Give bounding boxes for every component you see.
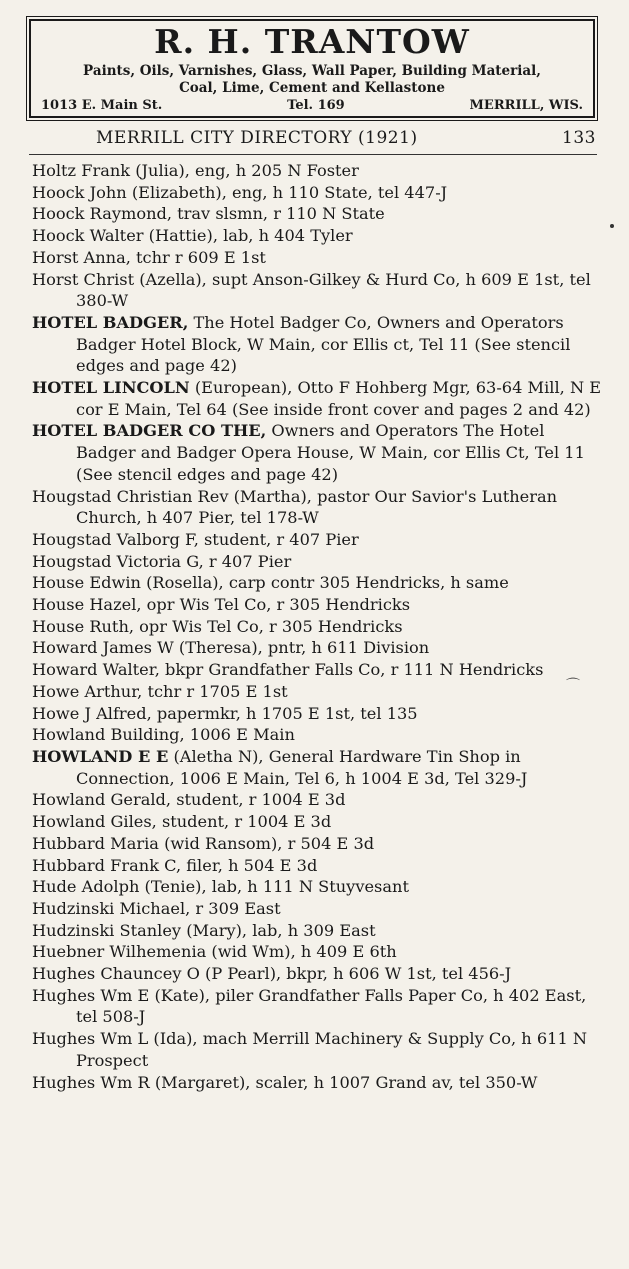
header-rule [29, 154, 597, 155]
entry-text: Hougstad Christian Rev (Martha), pastor Our Savior's Lutheran Church, h 407 Pier, tel 178-W [32, 486, 558, 528]
entry-text: House Hazel, opr Wis Tel Co, r 305 Hendricks [32, 595, 411, 615]
page-number: 133 [562, 128, 596, 148]
entry-text: (Aletha N), General Hardware Tin Shop in Connection, 1006 E Main, Tel 6, h 1004 E 3d, Tel 329-J [76, 746, 528, 788]
entry-name: HOTEL BADGER, [32, 312, 189, 332]
entry-text: Hughes Wm R (Margaret), scaler, h 1007 Grand av, tel 350-W [32, 1072, 538, 1092]
ink-speck [610, 224, 614, 228]
entry-text: Howland Building, 1006 E Main [32, 725, 295, 745]
entry-text: Howard Walter, bkpr Grandfather Falls Co, r 111 N Hendricks [32, 660, 544, 680]
entry-text: Howard James W (Theresa), pntr, h 611 Division [32, 638, 430, 658]
entry-text: Hoock Walter (Hattie), lab, h 404 Tyler [32, 226, 353, 246]
entry-text: House Ruth, opr Wis Tel Co, r 305 Hendricks [32, 616, 403, 636]
entry-text: Hubbard Frank C, filer, h 504 E 3d [32, 855, 318, 875]
directory-entry [32, 551, 602, 573]
entry-text: Hougstad Valborg F, student, r 407 Pier [32, 529, 359, 549]
ad-products-line-1: Paints, Oils, Varnishes, Glass, Wall Paper, Building Material, [83, 63, 541, 79]
entry-text: Hubbard Maria (wid Ransom), r 504 E 3d [32, 833, 375, 853]
directory-entry [32, 225, 602, 247]
ad-city: MERRILL, WIS. [469, 98, 583, 113]
entry-name: HOWLAND E E [32, 746, 169, 766]
ad-contact-row [41, 98, 583, 113]
entry-text: Owners and Operators The Hotel Badger and Badger Opera House, W Main, cor Ellis Ct, Tel 11 (See stencil edges and page 42) [76, 421, 585, 484]
directory-entries [32, 160, 602, 1093]
directory-entry [32, 876, 602, 898]
directory-entry [32, 1072, 602, 1094]
directory-entry [32, 963, 602, 985]
entry-text: Howland Giles, student, r 1004 E 3d [32, 812, 332, 832]
directory-entry [32, 486, 602, 529]
entry-text: Hudzinski Stanley (Mary), lab, h 309 East [32, 920, 376, 940]
ad-business-name: R. H. TRANTOW [154, 22, 470, 61]
directory-entry [32, 1028, 602, 1071]
directory-entry [32, 182, 602, 204]
directory-entry [32, 247, 602, 269]
directory-entry [32, 724, 602, 746]
directory-entry [32, 637, 602, 659]
directory-entry [32, 572, 602, 594]
directory-title: MERRILL CITY DIRECTORY (1921) [96, 128, 418, 148]
directory-entry [32, 789, 602, 811]
ad-telephone: Tel. 169 [287, 98, 345, 113]
directory-entry [32, 703, 602, 725]
entry-text: Howe J Alfred, papermkr, h 1705 E 1st, tel 135 [32, 703, 418, 723]
directory-entry [32, 269, 602, 312]
directory-entry [32, 855, 602, 877]
directory-entry [32, 898, 602, 920]
entry-name: HOTEL LINCOLN [32, 378, 190, 398]
entry-name: HOTEL BADGER CO THE, [32, 421, 267, 441]
directory-entry [32, 594, 602, 616]
entry-text: Hughes Wm L (Ida), mach Merrill Machinery & Supply Co, h 611 N Prospect [32, 1029, 588, 1070]
directory-entry [32, 941, 602, 963]
entry-text: Hughes Chauncey O (P Pearl), bkpr, h 606 W 1st, tel 456-J [32, 964, 512, 984]
directory-entry [32, 529, 602, 551]
entry-text: The Hotel Badger Co, Owners and Operators Badger Hotel Block, W Main, cor Ellis ct, Tel 11 (See stencil edges and page 42) [76, 312, 571, 376]
entry-text: Hudzinski Michael, r 309 East [32, 898, 281, 918]
directory-entry [32, 659, 602, 681]
directory-entry [32, 312, 602, 377]
entry-text: House Edwin (Rosella), carp contr 305 Hendricks, h same [32, 573, 509, 593]
directory-entry [32, 833, 602, 855]
running-head [96, 128, 596, 148]
entry-text: Hude Adolph (Tenie), lab, h 111 N Stuyvesant [32, 877, 409, 897]
ad-address: 1013 E. Main St. [41, 98, 163, 113]
ink-mark: ⌒ [566, 678, 580, 694]
directory-entry [32, 681, 602, 703]
ad-products-line-2: Coal, Lime, Cement and Kellastone [179, 80, 445, 96]
directory-entry [32, 616, 602, 638]
directory-entry [32, 920, 602, 942]
entry-text: (European), Otto F Hohberg Mgr, 63-64 Mill, N E cor E Main, Tel 64 (See inside front cover and pages 2 and 42) [76, 378, 602, 419]
directory-entry [32, 985, 602, 1028]
directory-entry [32, 377, 602, 420]
entry-text: Hoock John (Elizabeth), eng, h 110 State, tel 447-J [32, 182, 448, 202]
entry-text: Hughes Wm E (Kate), piler Grandfather Falls Paper Co, h 402 East, tel 508-J [32, 985, 587, 1027]
entry-text: Hougstad Victoria G, r 407 Pier [32, 551, 292, 571]
entry-text: Howe Arthur, tchr r 1705 E 1st [32, 681, 288, 701]
entry-text: Holtz Frank (Julia), eng, h 205 N Foster [32, 161, 359, 180]
directory-entry [32, 160, 602, 182]
entry-text: Horst Christ (Azella), supt Anson-Gilkey & Hurd Co, h 609 E 1st, tel 380-W [32, 269, 591, 311]
entry-text: Huebner Wilhemenia (wid Wm), h 409 E 6th [32, 942, 397, 962]
directory-entry [32, 203, 602, 225]
directory-entry [32, 811, 602, 833]
directory-entry [32, 746, 602, 789]
directory-entry [32, 420, 602, 485]
advertisement-box [29, 19, 595, 118]
entry-text: Howland Gerald, student, r 1004 E 3d [32, 790, 346, 810]
entry-text: Hoock Raymond, trav slsmn, r 110 N State [32, 204, 385, 224]
entry-text: Horst Anna, tchr r 609 E 1st [32, 247, 266, 267]
